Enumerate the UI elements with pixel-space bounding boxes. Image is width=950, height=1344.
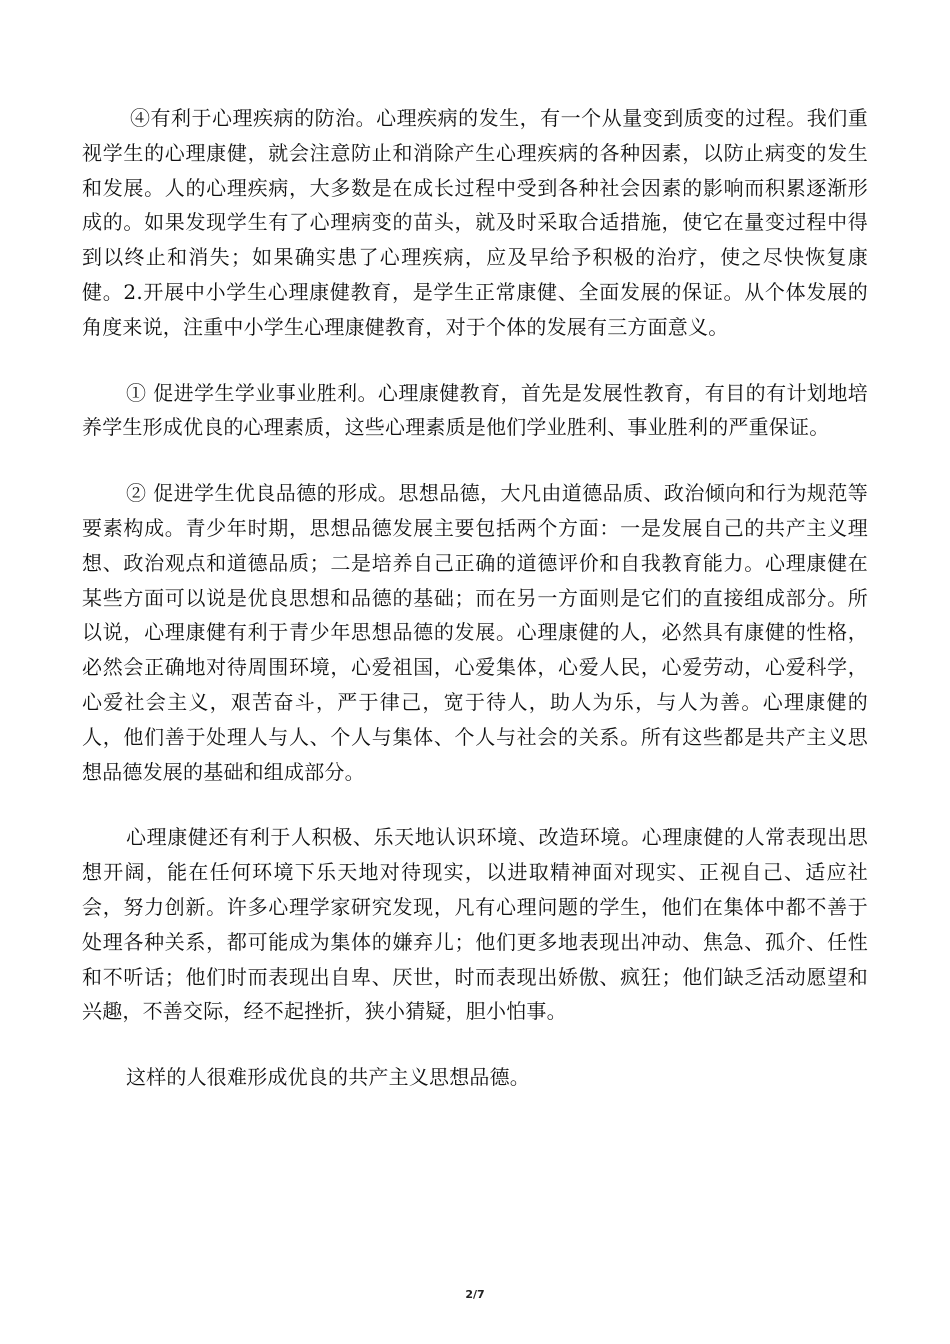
paragraph-conclusion: 这样的人很难形成优良的共产主义思想品德。 bbox=[126, 1065, 530, 1090]
document-body bbox=[82, 101, 868, 1126]
paragraph-environment-adaptation: 心理康健还有利于人积极、乐天地认识环境、改造环境。心理康健的人常表现出思想开阔，能在任何环境下乐天地对待现实，以进取精神面对现实、正视自己、适应社会，努力创新。许多心理学家研究发现，凡有心理问题的学生，他们在集体中都不善于处理各种关系，都可能成为集体的嫌弃儿；他们更多地表现出冲动、焦急、孤介、任性和不听话；他们时而表现出自卑、厌世，时而表现出娇傲、疯狂；他们缺乏活动愿望和兴趣，不善交际，经不起挫折，狭小猜疑，胆小怕事。 bbox=[82, 825, 868, 1024]
paragraph-mental-illness-prevention: ④有利于心理疾病的防治。心理疾病的发生，有一个从量变到质变的过程。我们重视学生的心理康健，就会注意防止和消除产生心理疾病的各种因素，以防止病变的发生和发展。人的心理疾病，大多数是在成长过程中受到各种社会因素的影响而积累逐渐形成的。如果发现学生有了心理病变的苗头，就及时采取合适措施，使它在量变过程中得到以终止和消失；如果确实患了心理疾病，应及早给予积极的治疗，使之尽快恢复康健。2.开展中小学生心理康健教育，是学生正常康健、全面发展的保证。从个体发展的角度来说，注重中小学生心理康健教育，对于个体的发展有三方面意义。 bbox=[82, 106, 868, 339]
paragraph-academic-success: ① 促进学生学业事业胜利。心理康健教育，首先是发展性教育，有目的有计划地培养学生形成优良的心理素质，这些心理素质是他们学业胜利、事业胜利的严重保证。 bbox=[82, 380, 868, 440]
paragraph-moral-character: ② 促进学生优良品德的形成。思想品德，大凡由道德品质、政治倾向和行为规范等要素构成。青少年时期，思想品德发展主要包括两个方面：一是发展自己的共产主义理想、政治观点和道德品质；二是培养自己正确的道德评价和自我教育能力。心理康健在某些方面可以说是优良思想和品德的基础；而在另一方面则是它们的直接组成部分。所以说，心理康健有利于青少年思想品德的发展。心理康健的人，必然具有康健的性格，必然会正确地对待周围环境，心爱祖国，心爱集体，心爱人民，心爱劳动，心爱科学，心爱社会主义，艰苦奋斗，严于律己，宽于待人，助人为乐，与人为善。心理康健的人，他们善于处理人与人、个人与集体、个人与社会的关系。所有这些都是共产主义思想品德发展的基础和组成部分。 bbox=[82, 481, 868, 784]
page-number: 2/7 bbox=[465, 1288, 485, 1301]
